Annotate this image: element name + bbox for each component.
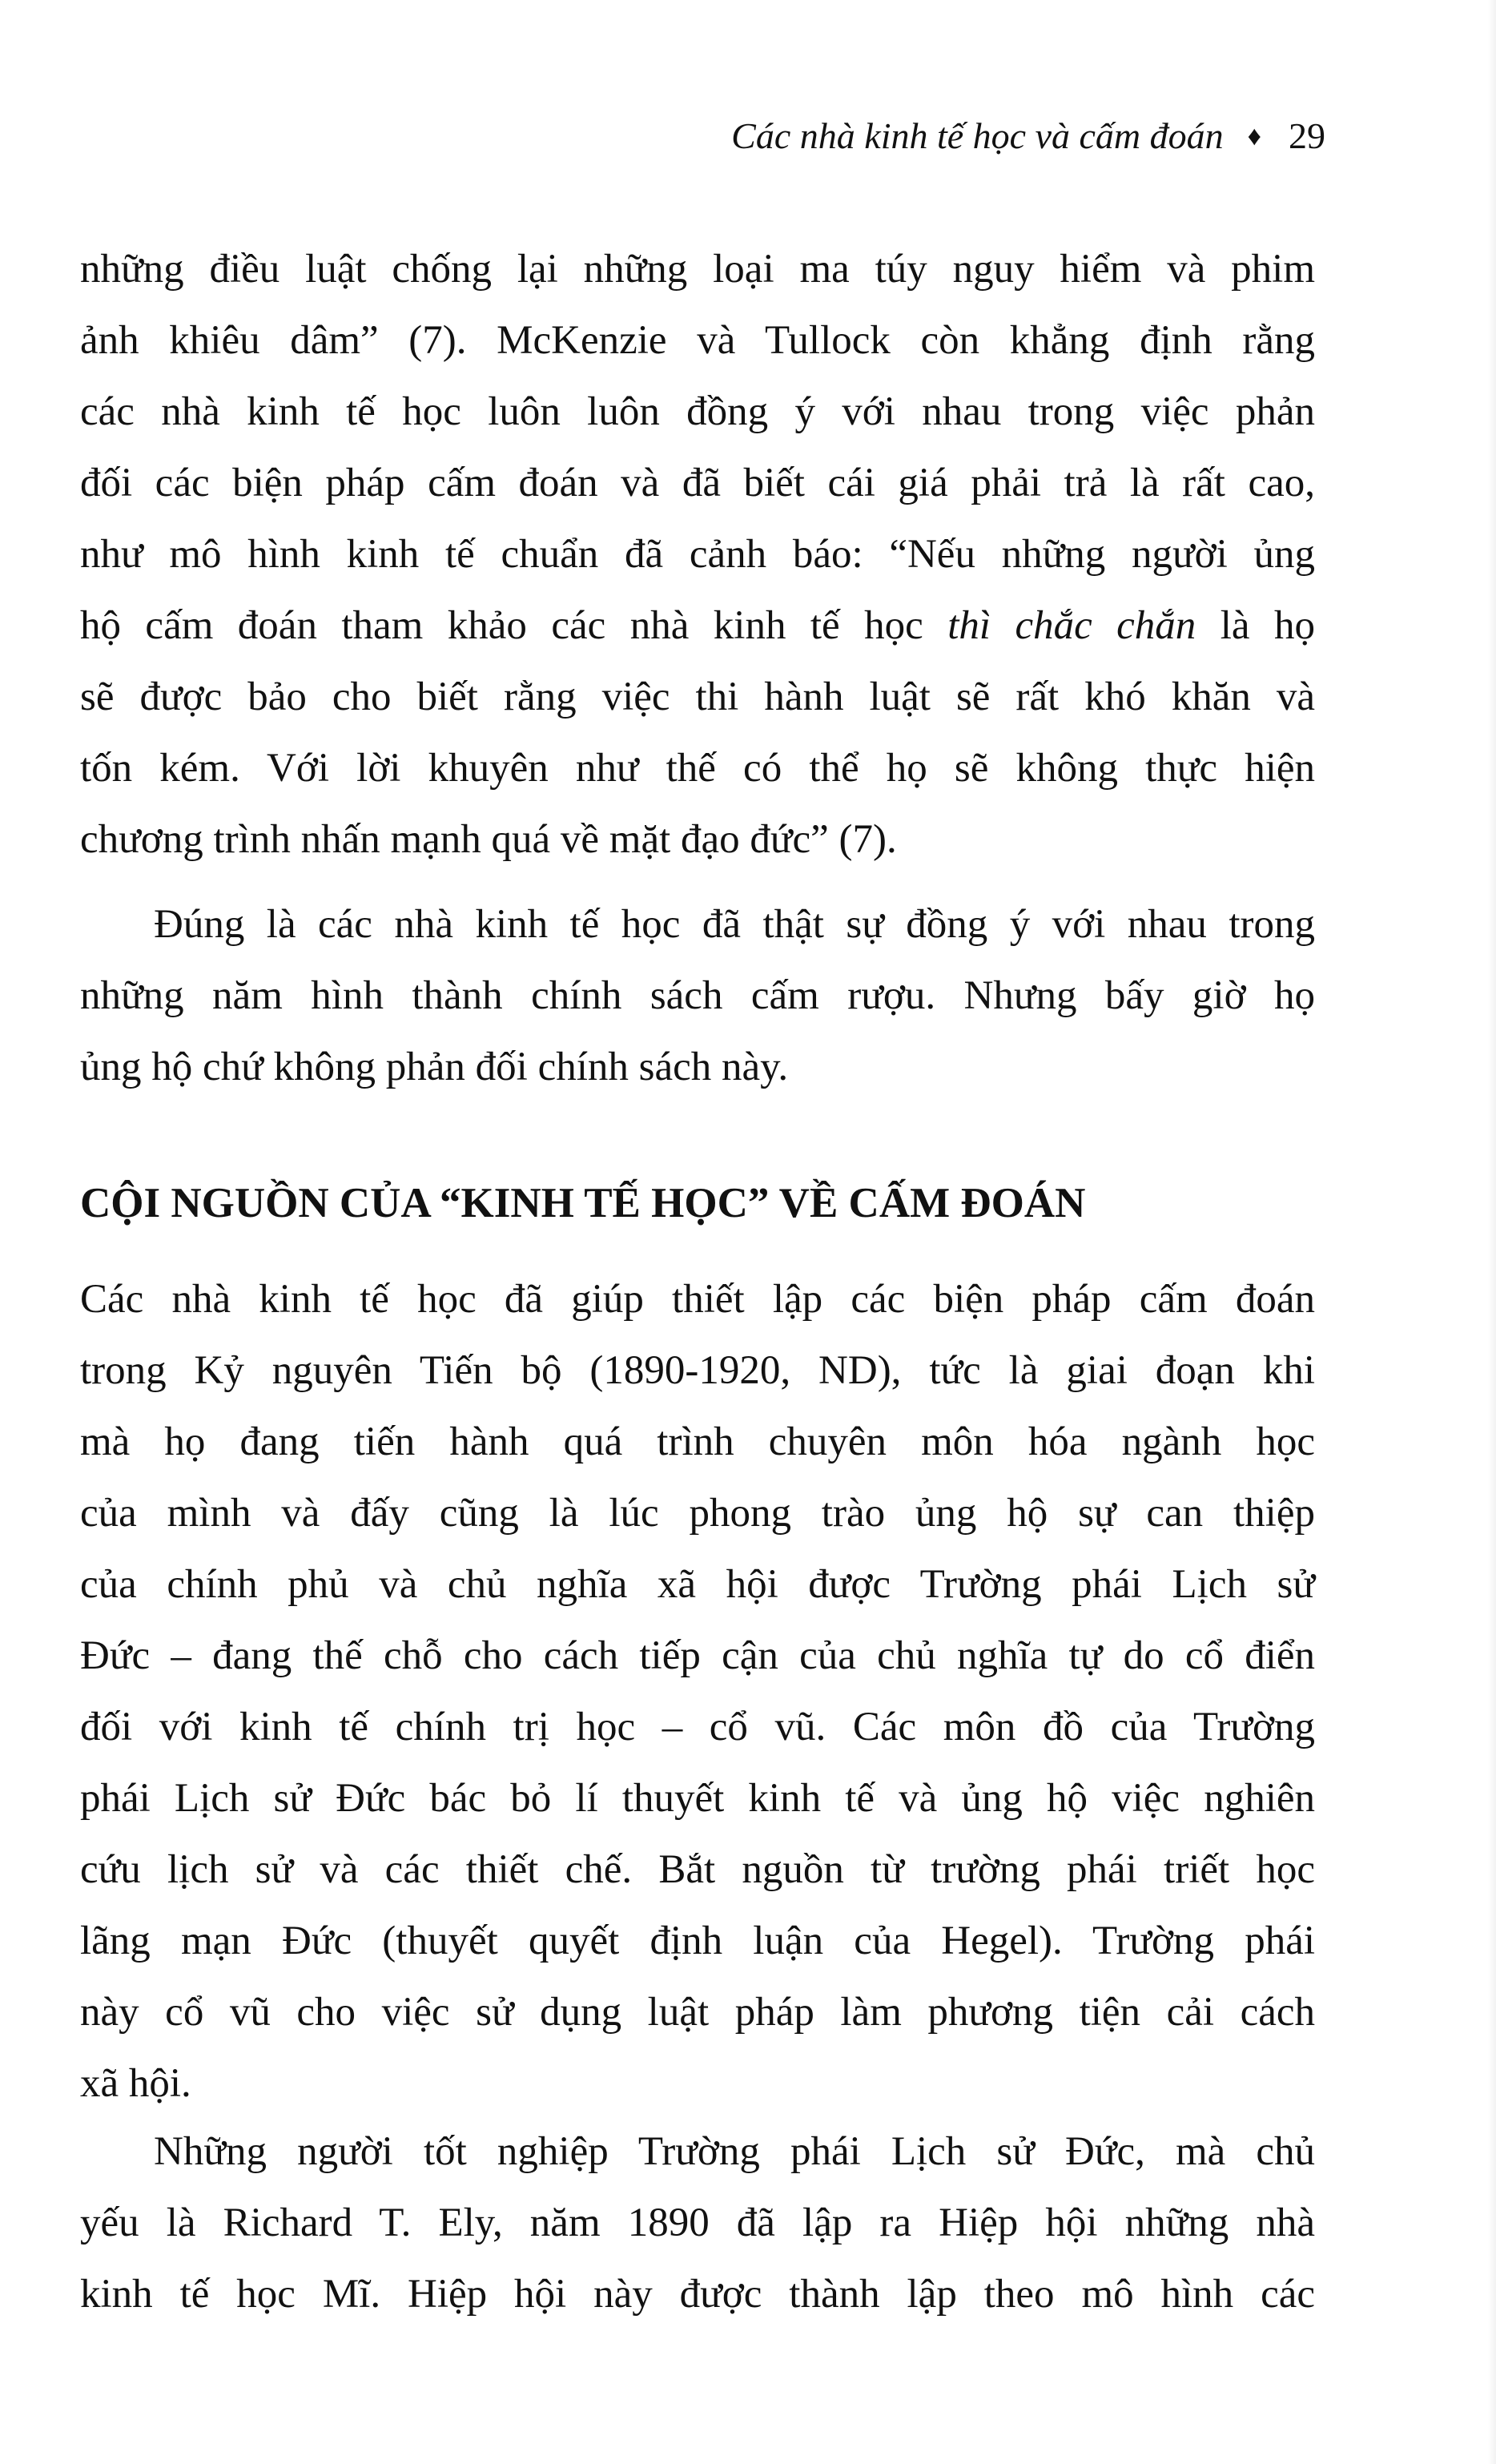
paragraph-1: [80, 234, 1315, 876]
section-heading: CỘI NGUỒN CỦA “KINH TẾ HỌC” VỀ CẤM ĐOÁN: [80, 1180, 1086, 1226]
text-line: sẽ được bảo cho biết rằng việc thi hành luật sẽ rất khó khăn và: [80, 674, 1315, 719]
text-line: Đúng là các nhà kinh tế học đã thật sự đồng ý với nhau trong: [154, 902, 1315, 947]
running-head: [561, 112, 1325, 161]
text-line-with-emphasis: [80, 590, 1315, 662]
text-line: ủng hộ chứ không phản đối chính sách này.: [80, 1045, 789, 1089]
text-line: đối các biện pháp cấm đoán và đã biết cái giá phải trả là rất cao,: [80, 461, 1315, 505]
text-line: những điều luật chống lại những loại ma túy nguy hiểm và phim: [80, 247, 1315, 292]
diamond-separator-icon: ♦: [1247, 122, 1261, 151]
text-line: như mô hình kinh tế chuẩn đã cảnh báo: “Nếu những người ủng: [80, 532, 1315, 577]
text-line: những năm hình thành chính sách cấm rượu. Nhưng bấy giờ họ: [80, 973, 1315, 1018]
text-line: kinh tế học Mĩ. Hiệp hội này được thành lập theo mô hình các: [80, 2272, 1315, 2317]
text-run: là họ: [1196, 603, 1315, 648]
text-line: các nhà kinh tế học luôn luôn đồng ý với nhau trong việc phản: [80, 389, 1315, 434]
text-line: Những người tốt nghiệp Trường phái Lịch sử Đức, mà chủ: [154, 2129, 1315, 2174]
paragraph-3: [80, 1264, 1315, 2120]
text-run: hộ cấm đoán tham khảo các nhà kinh tế học: [80, 603, 948, 648]
page-number: 29: [1289, 115, 1325, 156]
text-line: trong Kỷ nguyên Tiến bộ (1890-1920, ND), tức là giai đoạn khi: [80, 1348, 1315, 1393]
running-head-title: Các nhà kinh tế học và cấm đoán: [731, 115, 1224, 156]
text-line: của mình và đấy cũng là lúc phong trào ủng hộ sự can thiệp: [80, 1491, 1315, 1536]
text-line: Các nhà kinh tế học đã giúp thiết lập các biện pháp cấm đoán: [80, 1277, 1315, 1322]
text-line: xã hội.: [80, 2061, 191, 2106]
text-line: tốn kém. Với lời khuyên như thế có thể họ sẽ không thực hiện: [80, 746, 1315, 791]
text-line: đối với kinh tế chính trị học – cổ vũ. Các môn đồ của Trường: [80, 1705, 1315, 1749]
emphasis-text: thì chắc chắn: [947, 603, 1196, 648]
page-edge-shadow: [1488, 0, 1496, 2464]
text-line: yếu là Richard T. Ely, năm 1890 đã lập ra Hiệp hội những nhà: [80, 2200, 1315, 2245]
text-line: Đức – đang thế chỗ cho cách tiếp cận của chủ nghĩa tự do cổ điển: [80, 1633, 1315, 1678]
text-line: phái Lịch sử Đức bác bỏ lí thuyết kinh tế và ủng hộ việc nghiên: [80, 1776, 1315, 1821]
paragraph-4: [80, 2116, 1315, 2330]
text-line: lãng mạn Đức (thuyết quyết định luận của Hegel). Trường phái: [80, 1918, 1315, 1963]
text-line: ảnh khiêu dâm” (7). McKenzie và Tullock còn khẳng định rằng: [80, 318, 1315, 363]
text-line: cứu lịch sử và các thiết chế. Bắt nguồn từ trường phái triết học: [80, 1847, 1315, 1892]
text-line: mà họ đang tiến hành quá trình chuyên môn hóa ngành học: [80, 1419, 1315, 1464]
text-line: chương trình nhấn mạnh quá về mặt đạo đức” (7).: [80, 817, 897, 862]
text-line: này cổ vũ cho việc sử dụng luật pháp làm phương tiện cải cách: [80, 1990, 1315, 2035]
text-line: của chính phủ và chủ nghĩa xã hội được Trường phái Lịch sử: [80, 1562, 1315, 1607]
paragraph-2: [80, 889, 1315, 1103]
